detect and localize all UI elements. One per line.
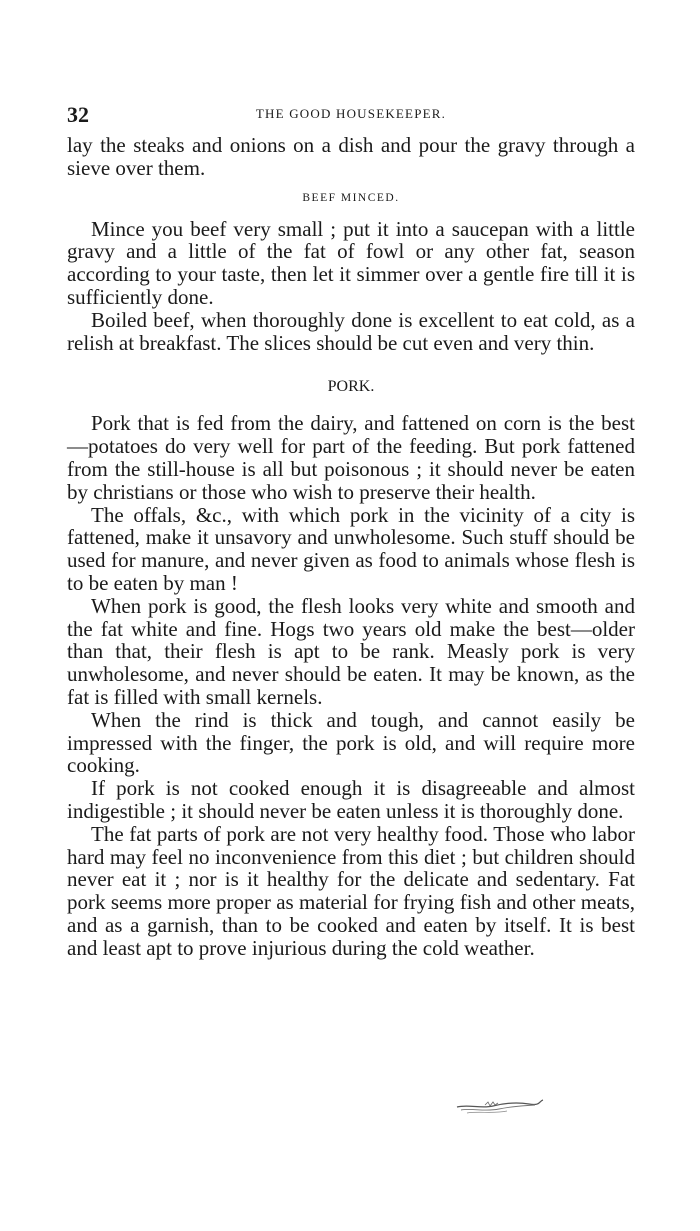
running-head [67,100,635,134]
section-heading-pork: PORK. [327,378,375,396]
paragraph: The offals, &c., with which pork in the vicinity of a city is fattened, make it unsavory and unwholesome. Such stuff should be used for manure, and never given as food to animals whose flesh is to be eaten by man ! [67,502,635,595]
paragraph: Mince you beef very small ; put it into a saucepan with a little gravy and a little of the fat of fowl or any other fat, season according to your taste, then let it simmer over a gentle fire till it is sufficiently done. [67,216,635,309]
book-page [67,100,635,960]
section-heading-beef-minced: BEEF MINCED. [302,191,400,204]
page-number: 32 [67,102,89,127]
paragraph: Pork that is fed from the dairy, and fattened on corn is the best—potatoes do very well for part of the feeding. But pork fattened from the still-house is all but poisonous ; it should never be eaten by christians or those who wish to preserve their health. [67,411,635,504]
paragraph: Boiled beef, when thoroughly done is excellent to eat cold, as a relish at breakfast. The slices should be cut even and very thin. [67,307,635,355]
paragraph: The fat parts of pork are not very healthy food. Those who labor hard may feel no inconvenience from this diet ; but children should never eat it ; nor is it healthy for the delicate and sedentary. Fat pork seems more proper as material for frying fish and other meats, and as a garnish, than to be cooked and eaten by itself. It is best and least apt to prove injurious during the cold weather. [67,821,635,960]
paragraph: When pork is good, the flesh looks very white and smooth and the fat white and fine. Hogs two years old make the best—older than that, their flesh is apt to be rank. Measly pork is very unwholesome, and never should be eaten. It may be known, as the fat is filled with small kernels. [67,593,635,709]
paragraph: If pork is not cooked enough it is disagreeable and almost indigestible ; it should never be eaten unless it is thoroughly done. [67,776,635,823]
running-title: THE GOOD HOUSEKEEPER. [255,106,447,121]
paragraph: When the rind is thick and tough, and cannot easily be impressed with the finger, the pork is old, and will require more cooking. [67,707,635,778]
tailpiece-ornament [455,1095,545,1117]
continued-paragraph: lay the steaks and onions on a dish and pour the gravy through a sieve over them. [67,133,635,180]
